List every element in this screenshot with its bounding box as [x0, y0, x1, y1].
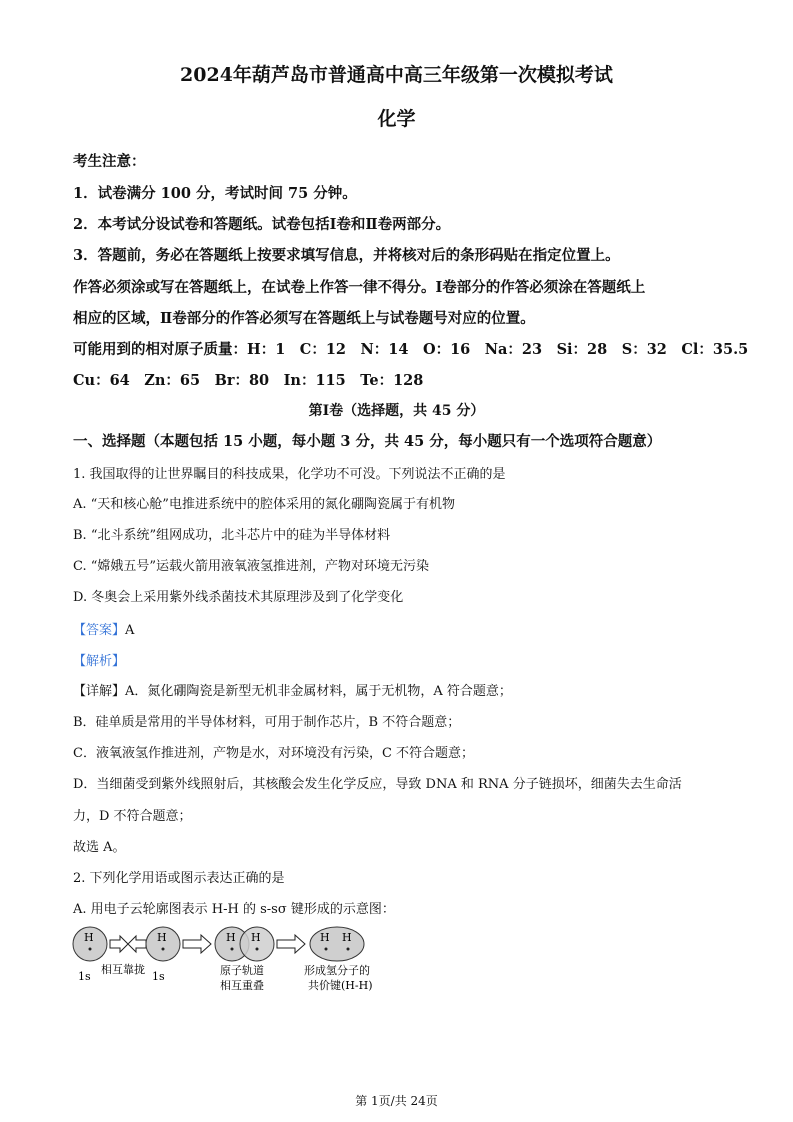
atom-label-2: H [157, 931, 167, 944]
atomic-masses-line-2: Cu：64 Zn：65 Br：80 In：115 Te：128 [73, 372, 424, 389]
atom-label-3: H [226, 931, 236, 944]
question-1-option-b: B. “北斗系统”组网成功，北斗芯片中的硅为半导体材料 [73, 528, 391, 543]
question-1-option-a: A. “天和核心舱”电推进系统中的腔体采用的氮化硼陶瓷属于有机物 [73, 497, 455, 512]
atom-label-4: H [251, 931, 261, 944]
bond-label-2: 共价键(H-H) [308, 979, 373, 992]
detail-line-4: D．当细菌受到紫外线照射后，其核酸会发生化学反应，导致 DNA 和 RNA 分子链损坏，细菌失去生命活 [73, 777, 682, 792]
atom-label-5: H [320, 931, 330, 944]
bond-label-1: 形成氢分子的 [304, 964, 370, 977]
atom-label-6: H [342, 931, 352, 944]
nucleus-dot-3 [231, 948, 234, 951]
answer-tag: 【答案】 [73, 623, 126, 638]
nucleus-dot-6 [347, 948, 350, 951]
exam-title: 2024年葫芦岛市普通高中高三年级第一次模拟考试 [180, 64, 613, 86]
notice-item-3-cont: 作答必须涂或写在答题纸上，在试卷上作答一律不得分。Ⅰ卷部分的作答必须涂在答题纸上 [73, 279, 646, 296]
detail-line-5: 力，D 不符合题意； [73, 809, 192, 824]
analysis-tag: 【解析】 [73, 654, 126, 669]
detail-line-2: B．硅单质是常用的半导体材料，可用于制作芯片，B 不符合题意； [73, 715, 461, 730]
question-2-stem: 2. 下列化学用语或图示表达正确的是 [73, 871, 285, 886]
notice-item-2: 2．本考试分设试卷和答题纸。试卷包括Ⅰ卷和Ⅱ卷两部分。 [73, 216, 451, 233]
atomic-masses-line-1: 可能用到的相对原子质量：H：1 C：12 N：14 O：16 Na：23 Si：28 S：32 Cl：35.5 [73, 341, 749, 358]
question-1-option-c: C. “嫦娥五号”运载火箭用液氧液氢推进剂，产物对环境无污染 [73, 559, 430, 574]
notice-item-3-cont2: 相应的区域，Ⅱ卷部分的作答必须写在答题纸上与试卷题号对应的位置。 [73, 310, 535, 327]
arrow-label: 相互靠拢 [101, 963, 145, 976]
part-one-heading: 一、选择题（本题包括 15 小题，每小题 3 分，共 45 分，每小题只有一个选项符合题意） [73, 433, 662, 450]
orbital-label-1: 1s [78, 970, 91, 983]
nucleus-dot-4 [256, 948, 259, 951]
atom-label-1: H [84, 931, 94, 944]
sigma-bond-diagram [70, 922, 430, 1002]
subject-title: 化学 [377, 108, 416, 130]
nucleus-dot-5 [325, 948, 328, 951]
big-arrow-icon-2 [277, 935, 305, 953]
conclusion: 故选 A。 [73, 840, 126, 855]
question-2-option-a: A. 用电子云轮廓图表示 H-H 的 s-sσ 键形成的示意图： [73, 902, 395, 917]
molecule-orbital [310, 927, 364, 961]
overlap-label-2: 相互重叠 [220, 979, 264, 992]
nucleus-dot-1 [89, 948, 92, 951]
arrow-right-icon [110, 936, 128, 952]
arrow-left-icon [128, 936, 146, 952]
page-footer: 第 1页/共 24页 [355, 1094, 438, 1108]
detail-line-3: C．液氧液氢作推进剂，产物是水，对环境没有污染，C 不符合题意； [73, 746, 475, 761]
detail-line-1: 【详解】A．氮化硼陶瓷是新型无机非金属材料，属于无机物，A 符合题意； [73, 684, 512, 699]
orbital-label-2: 1s [152, 970, 165, 983]
question-1-option-d: D. 冬奥会上采用紫外线杀菌技术其原理涉及到了化学变化 [73, 590, 404, 605]
answer-value: A [125, 623, 135, 638]
nucleus-dot-2 [162, 948, 165, 951]
overlap-label-1: 原子轨道 [220, 964, 264, 977]
answer-line [73, 619, 134, 638]
notice-item-3: 3．答题前，务必在答题纸上按要求填写信息，并将核对后的条形码贴在指定位置上。 [73, 247, 620, 264]
question-1-stem: 1. 我国取得的让世界瞩目的科技成果，化学功不可没。下列说法不正确的是 [73, 467, 506, 482]
big-arrow-icon-1 [183, 935, 211, 953]
section-title: 第Ⅰ卷（选择题，共 45 分） [308, 403, 485, 419]
notice-item-1: 1．试卷满分 100 分，考试时间 75 分钟。 [73, 185, 357, 202]
notice-heading: 考生注意： [73, 153, 146, 170]
